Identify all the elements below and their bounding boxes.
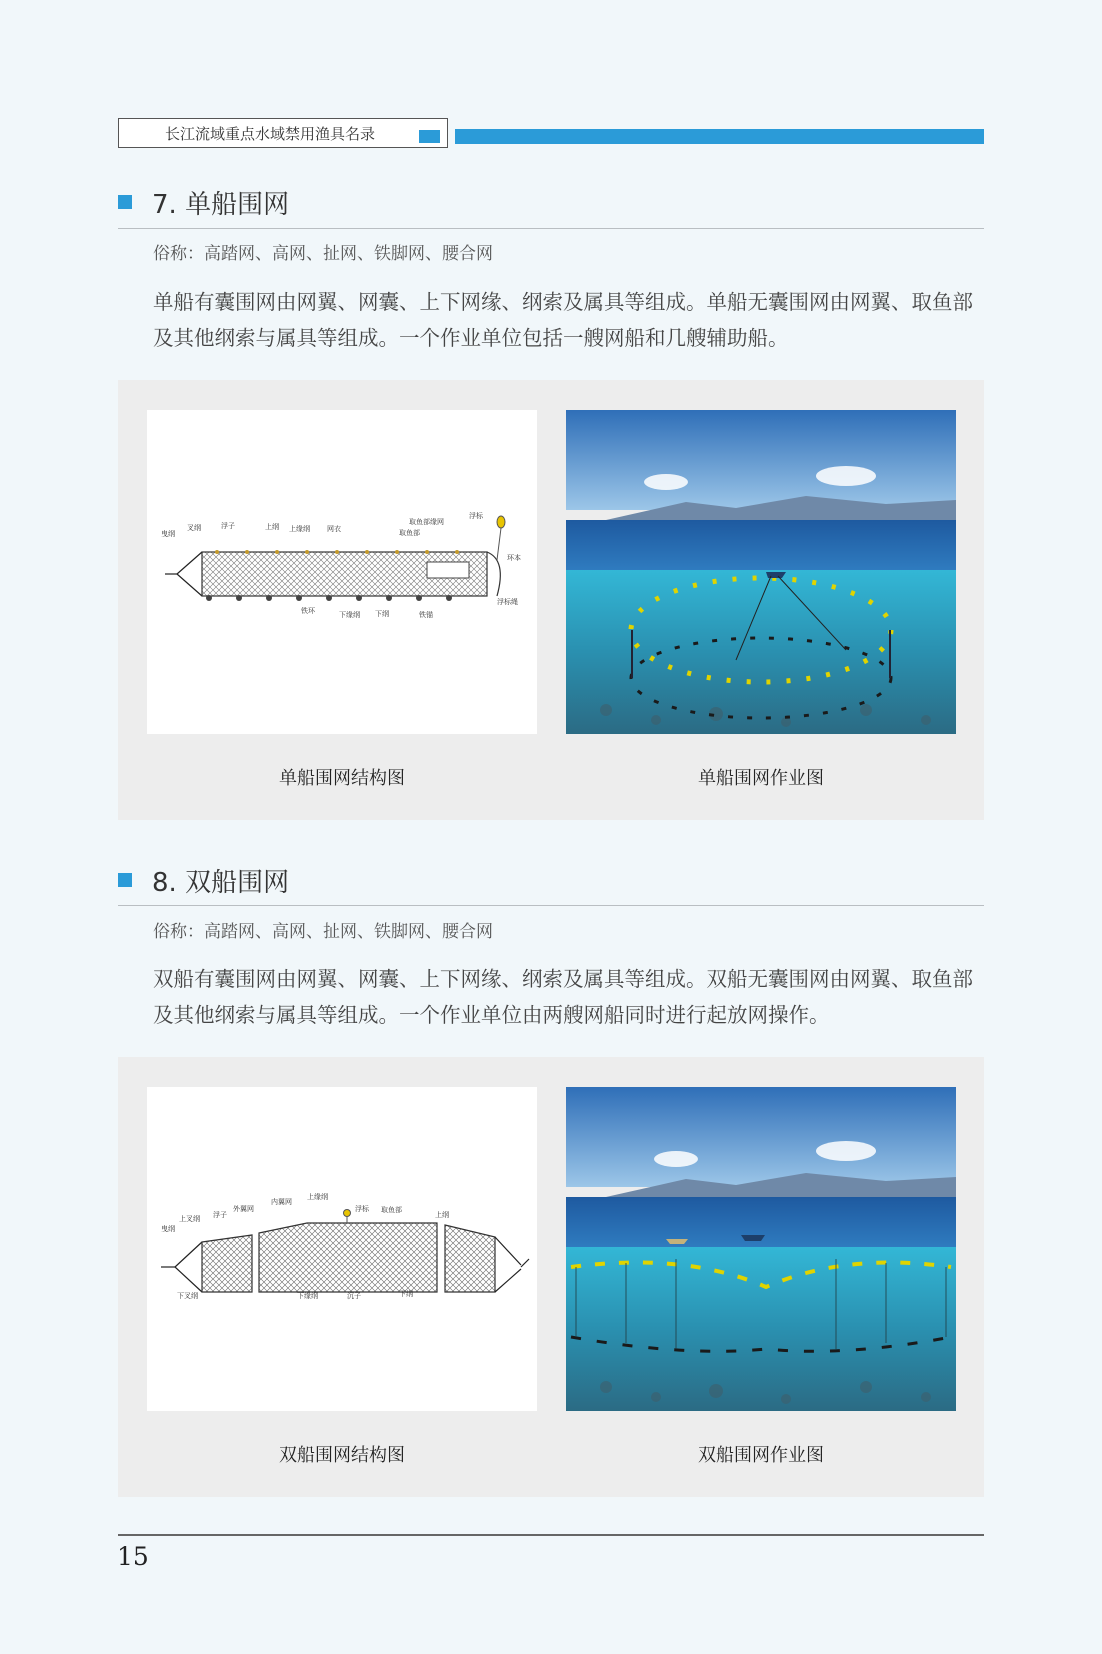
diagram-label: 曳纲 <box>161 1225 175 1233</box>
header-accent-square <box>419 130 440 143</box>
section-marker <box>118 873 132 887</box>
figure-panel <box>118 380 984 820</box>
diagram-label: 取鱼部缘网 <box>409 518 444 526</box>
diagram-label: 沉子 <box>347 1292 361 1300</box>
running-header <box>118 118 448 148</box>
diagram-label: 环本 <box>507 554 521 562</box>
diagram-label: 下缘纲 <box>297 1292 318 1300</box>
diagram-label: 取鱼部 <box>399 529 420 537</box>
diagram-label: 浮标 <box>469 512 483 520</box>
diagram-label: 浮标 <box>355 1205 369 1213</box>
diagram-label: 浮子 <box>221 522 235 530</box>
diagram-label: 上缘纲 <box>307 1193 328 1201</box>
structure-diagram <box>147 410 537 734</box>
diagram-label: 下缘纲 <box>339 611 360 619</box>
single-boat-seine-operation-illustration <box>566 410 956 734</box>
diagram-label: 取鱼部 <box>381 1206 402 1214</box>
diagram-label: 上叉纲 <box>179 1215 200 1223</box>
section-alias: 俗称：高踏网、高网、扯网、铁脚网、腰合网 <box>153 922 493 942</box>
diagram-label: 下纲 <box>399 1290 413 1298</box>
diagram-label: 上纲 <box>265 523 279 531</box>
footer-divider <box>118 1534 984 1536</box>
figure-caption: 双船围网作业图 <box>698 1445 824 1466</box>
figure-caption: 单船围网作业图 <box>698 768 824 789</box>
diagram-label: 铁环 <box>301 607 315 615</box>
diagram-label: 上缘纲 <box>289 525 310 533</box>
operation-illustration <box>566 1087 956 1411</box>
double-boat-seine-operation-illustration <box>566 1087 956 1411</box>
diagram-label: 浮子 <box>213 1211 227 1219</box>
diagram-label: 下叉纲 <box>177 1292 198 1300</box>
section-divider <box>118 228 984 229</box>
section-title: 7. 单船围网 <box>152 190 290 220</box>
diagram-label: 上纲 <box>435 1211 449 1219</box>
section-title: 8. 双船围网 <box>152 868 290 898</box>
double-boat-seine-structure-diagram <box>147 1087 537 1411</box>
diagram-label: 叉纲 <box>187 524 201 532</box>
diagram-label: 铁锚 <box>419 611 433 619</box>
header-accent-bar <box>455 129 984 144</box>
figure-caption: 双船围网结构图 <box>279 1445 405 1466</box>
diagram-label: 内翼网 <box>271 1198 292 1206</box>
section-alias: 俗称：高踏网、高网、扯网、铁脚网、腰合网 <box>153 244 493 264</box>
diagram-label: 曳纲 <box>161 530 175 538</box>
book-title: 长江流域重点水域禁用渔具名录 <box>165 125 376 143</box>
section-description: 单船有囊围网由网翼、网囊、上下网缘、纲索及属具等组成。单船无囊围网由网翼、取鱼部及其他纲索与属具等组成。一个作业单位包括一艘网船和几艘辅助船。 <box>153 290 973 350</box>
figure-panel <box>118 1057 984 1497</box>
section-divider <box>118 905 984 906</box>
diagram-label: 网衣 <box>327 525 341 533</box>
single-boat-seine-structure-diagram <box>147 410 537 734</box>
section-marker <box>118 195 132 209</box>
diagram-label: 浮标绳 <box>497 598 518 606</box>
figure-caption: 单船围网结构图 <box>279 768 405 789</box>
diagram-label: 下纲 <box>375 610 389 618</box>
page-number: 15 <box>117 1542 149 1571</box>
diagram-label: 外翼网 <box>233 1205 254 1213</box>
structure-diagram <box>147 1087 537 1411</box>
operation-illustration <box>566 410 956 734</box>
section-description: 双船有囊围网由网翼、网囊、上下网缘、纲索及属具等组成。双船无囊围网由网翼、取鱼部及其他纲索与属具等组成。一个作业单位由两艘网船同时进行起放网操作。 <box>153 967 973 1027</box>
